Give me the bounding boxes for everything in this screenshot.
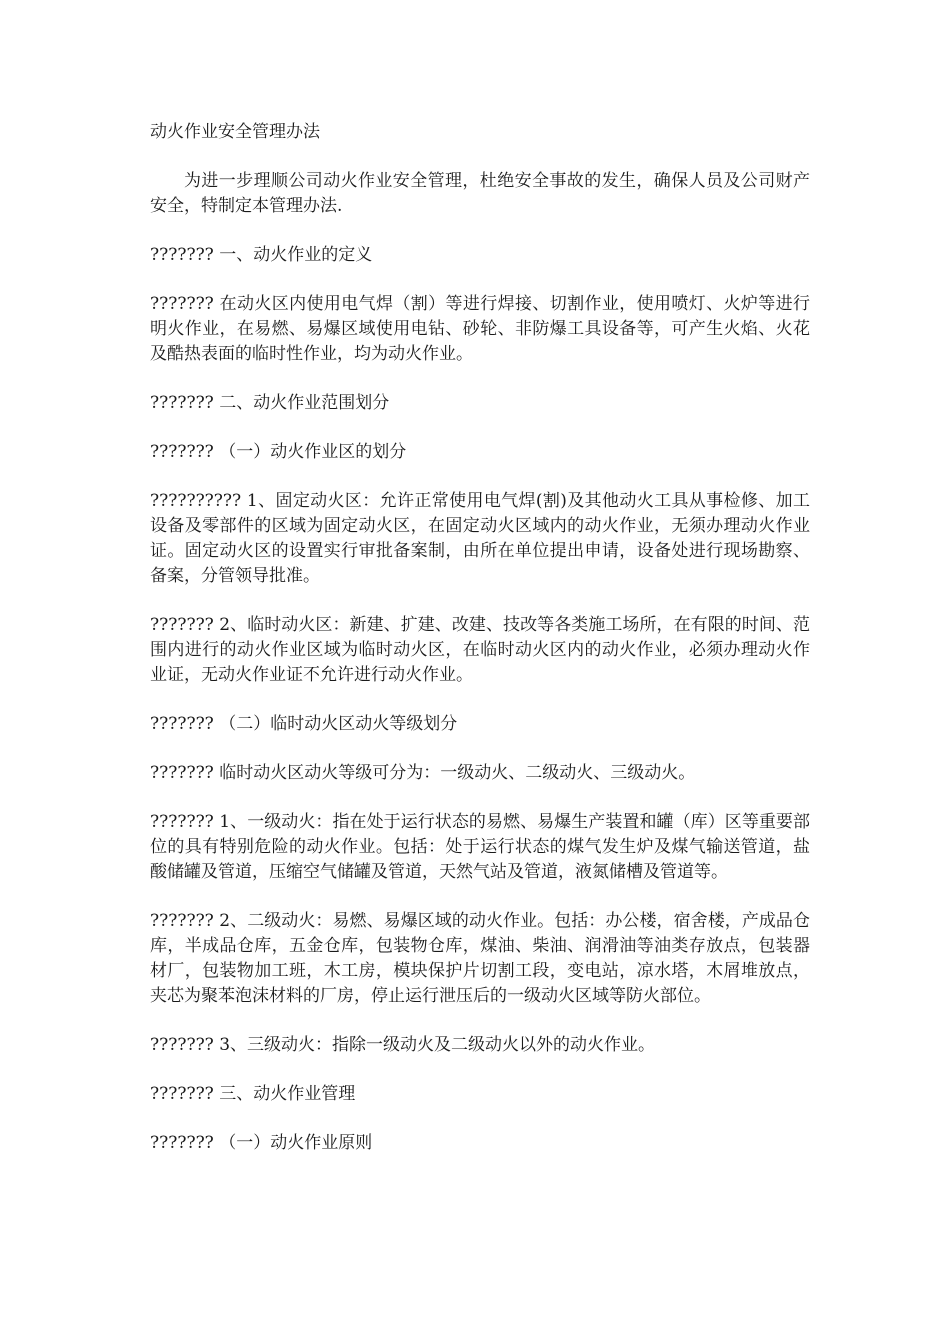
temporary-zone-paragraph: ??????? 2、临时动火区：新建、扩建、改建、技改等各类施工场所，在有限的时间、范围内进行的动火作业区域为临时动火区，在临时动火区内的动火作业，必须办理动火作业证，无动火作业证不允许进行动火作业。 bbox=[150, 615, 810, 685]
level-one-paragraph: ??????? 1、一级动火：指在处于运行状态的易燃、易爆生产装置和罐（库）区等重要部位的具有特别危险的动火作业。包括：处于运行状态的煤气发生炉及煤气输送管道，盐酸储罐及管道，压缩空气储罐及管道，天然气站及管道，液氮储槽及管道等。 bbox=[150, 812, 810, 882]
level-two-paragraph: ??????? 2、二级动火：易燃、易爆区域的动火作业。包括：办公楼，宿舍楼，产成品仓库，半成品仓库，五金仓库，包装物仓库，煤油、柴油、润滑油等油类存放点，包装器材厂，包装物加工班，木工房，模块保护片切割工段，变电站，凉水塔，木屑堆放点，夹芯为聚苯泡沫材料的厂房，停止运行泄压后的一级动火区域等防火部位。 bbox=[150, 911, 810, 1006]
subsection-heading-levels: ??????? （二）临时动火区动火等级划分 bbox=[150, 714, 458, 734]
subsection-heading-principles: ??????? （一）动火作业原则 bbox=[150, 1133, 373, 1153]
document-title: 动火作业安全管理办法 bbox=[150, 122, 320, 142]
section-heading-scope: ??????? 二、动火作业范围划分 bbox=[150, 393, 390, 413]
level-three-paragraph: ??????? 3、三级动火：指除一级动火及二级动火以外的动火作业。 bbox=[150, 1035, 656, 1055]
definition-paragraph: ??????? 在动火区内使用电气焊（割）等进行焊接、切割作业，使用喷灯、火炉等进行明火作业，在易燃、易爆区域使用电钻、砂轮、非防爆工具设备等，可产生火焰、火花及酷热表面的临时性作业，均为动火作业。 bbox=[150, 294, 810, 364]
levels-summary-paragraph: ??????? 临时动火区动火等级可分为：一级动火、二级动火、三级动火。 bbox=[150, 763, 696, 783]
section-heading-management: ??????? 三、动火作业管理 bbox=[150, 1084, 356, 1104]
intro-paragraph: 为进一步理顺公司动火作业安全管理，杜绝安全事故的发生，确保人员及公司财产安全，特制定本管理办法. bbox=[150, 171, 810, 216]
fixed-zone-paragraph: ?????????? 1、固定动火区：允许正常使用电气焊(割)及其他动火工具从事检修、加工设备及零部件的区域为固定动火区，在固定动火区域内的动火作业，无须办理动火作业证。固定动火区的设置实行审批备案制，由所在单位提出申请，设备处进行现场勘察、备案，分管领导批准。 bbox=[150, 491, 810, 586]
document-page bbox=[150, 120, 810, 1180]
subsection-heading-zones: ??????? （一）动火作业区的划分 bbox=[150, 442, 407, 462]
section-heading-definition: ??????? 一、动火作业的定义 bbox=[150, 245, 373, 265]
